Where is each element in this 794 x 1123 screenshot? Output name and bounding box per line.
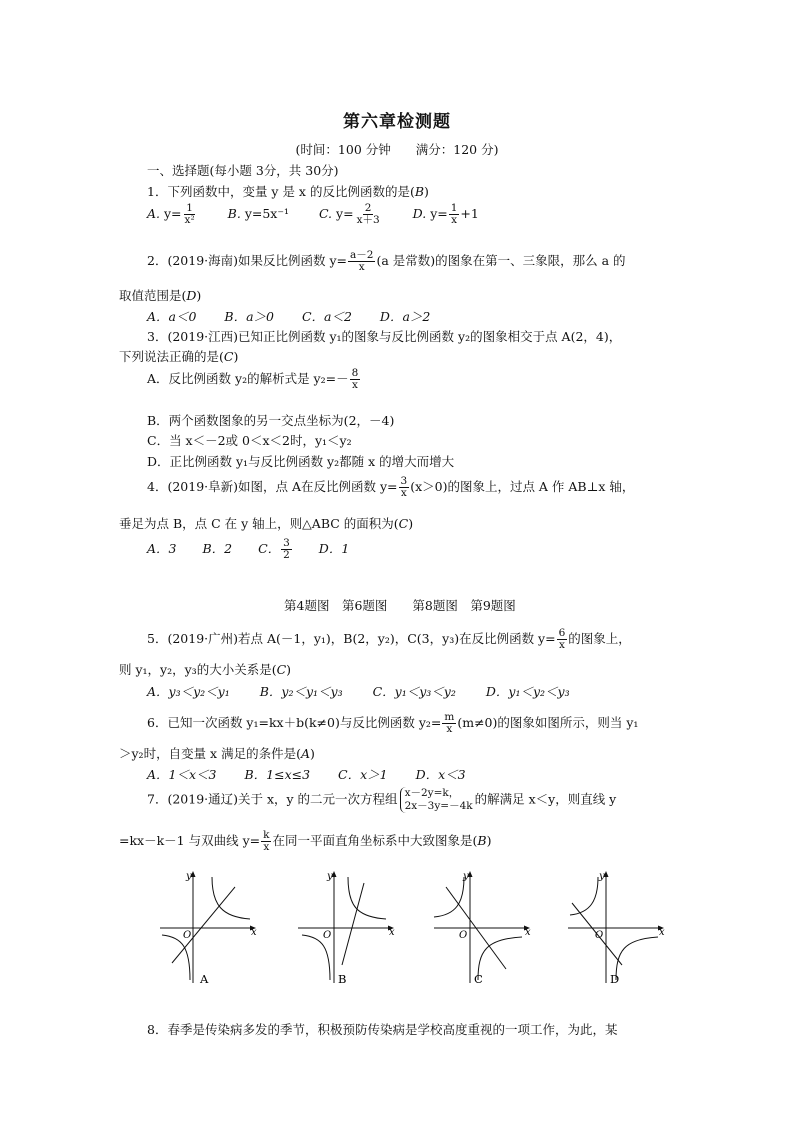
option-a: A. y= $\frac{1}{\text{x²}}$: [147, 202, 195, 227]
svg-text:x: x: [525, 927, 531, 938]
svg-text:x: x: [251, 927, 257, 938]
graph-label-c: C: [474, 972, 483, 986]
svg-text:y: y: [186, 871, 192, 882]
svg-text:O: O: [183, 930, 192, 941]
question-3: 3．(2019·江西)已知正比例函数 y₁的图象与反比例函数 y₂的图象相交于点 A(2，4)，: [147, 329, 622, 344]
question-4: 4．(2019·阜新)如图，点 A在反比例函数 y= $\frac{3}{x}$ (x＞0)的图象上，过点 A 作 AB⊥x 轴，: [147, 475, 635, 500]
svg-text:O: O: [459, 930, 468, 941]
option-d: D. y= $\frac{1}{x}$ +1: [412, 202, 479, 227]
question-2-line2: 取值范围是(D): [119, 288, 202, 303]
graph-label-d: D: [610, 972, 620, 986]
question-6: 6．已知一次函数 y₁=kx＋b(k≠0)与反比例函数 y₂= $\frac{m}{x}$ (m≠0)的图象如图所示，则当 y₁: [147, 711, 639, 736]
question-6-options: A．1＜x＜3 B．1≤x≤3 C．x＞1 D．x＜3: [147, 767, 466, 782]
question-2-options: A．a＜0 B．a＞0 C．a＜2 D．a＞2: [147, 309, 431, 324]
question-4-line2: 垂足为点 B，点 C 在 y 轴上，则△ABC 的面积为(C): [119, 516, 414, 531]
section-heading: 一、选择题(每小题 3分，共 30分): [147, 163, 339, 178]
equation-system: x－2y=k， 2x－3y=－4k: [400, 787, 473, 813]
question-7: 7．(2019·通辽)关于 x，y 的二元一次方程组 x－2y=k， 2x－3y=－4k 的解满足 x＜y，则直线 y: [147, 787, 617, 813]
figure-captions: 第4题图 第6题图 第8题图 第9题图: [284, 598, 516, 613]
page-title: 第六章检测题: [343, 112, 451, 132]
question-1-options: [147, 203, 479, 226]
question-5-options: A．y₃＜y₂＜y₁ B．y₂＜y₁＜y₃ C．y₁＜y₃＜y₂ D．y₁＜y₂＜y₃: [147, 684, 570, 699]
question-3-line2: 下列说法正确的是(C): [119, 349, 239, 364]
svg-text:x: x: [389, 927, 395, 938]
option-c: C. y= $\frac{2}{x+3}$: [318, 202, 380, 227]
exam-info: (时间：100 分钟 满分：120 分): [295, 142, 499, 157]
question-3-option-a: A．反比例函数 y₂的解析式是 y₂=－ $\frac{8}{x}$: [147, 367, 359, 392]
svg-text:y: y: [463, 871, 469, 882]
answer-1: B: [414, 184, 425, 199]
question-3-option-d: D．正比例函数 y₁与反比例函数 y₂都随 x 的增大而增大: [147, 454, 455, 469]
answer-6: A: [300, 746, 310, 761]
graph-option-b: [290, 865, 402, 990]
question-2: 2．(2019·海南)如果反比例函数 y= $\frac{a-2}{x}$ (a 是常数)的图象在第一、三象限，那么 a 的: [147, 249, 626, 274]
question-4-options: A．3 B．2 C． $\frac{3}{2}$ D．1: [147, 537, 350, 562]
answer-2: D: [186, 288, 197, 303]
answer-4: C: [398, 516, 409, 531]
graph-label-a: A: [200, 972, 209, 986]
answer-7: B: [477, 833, 487, 849]
question-6-line2: ＞y₂时，自变量 x 满足的条件是(A): [119, 746, 315, 761]
svg-text:O: O: [595, 930, 604, 941]
answer-3: C: [223, 349, 234, 364]
svg-text:x: x: [659, 927, 665, 938]
question-7-line2: =kx－k－1 与双曲线 y= $\frac{k}{x}$ 在同一平面直角坐标系中大致图象是(B): [119, 829, 492, 854]
graph-option-d: [562, 865, 674, 990]
question-3-option-c: C．当 x＜－2或 0＜x＜2时，y₁＜y₂: [147, 433, 352, 448]
question-8: 8．春季是传染病多发的季节，积极预防传染病是学校高度重视的一项工作，为此，某: [147, 1022, 618, 1037]
graph-option-c: [426, 865, 538, 990]
question-5: 5．(2019·广州)若点 A(－1，y₁)，B(2，y₂)，C(3，y₃)在反比例函数 y= $\frac{6}{x}$ 的图象上，: [147, 627, 631, 652]
svg-text:y: y: [327, 871, 333, 882]
graph-option-a: [150, 865, 262, 990]
svg-text:O: O: [323, 930, 332, 941]
answer-5: C: [276, 662, 287, 677]
question-5-line2: 则 y₁，y₂，y₃的大小关系是(C): [119, 662, 292, 677]
svg-text:y: y: [599, 871, 605, 882]
question-3-option-b: B．两个函数图象的另一交点坐标为(2，－4): [147, 413, 395, 428]
question-1: 1．下列函数中，变量 y 是 x 的反比例函数的是(B): [147, 184, 429, 199]
option-b: B. y=5x⁻¹: [227, 206, 289, 222]
graph-label-b: B: [338, 972, 347, 986]
